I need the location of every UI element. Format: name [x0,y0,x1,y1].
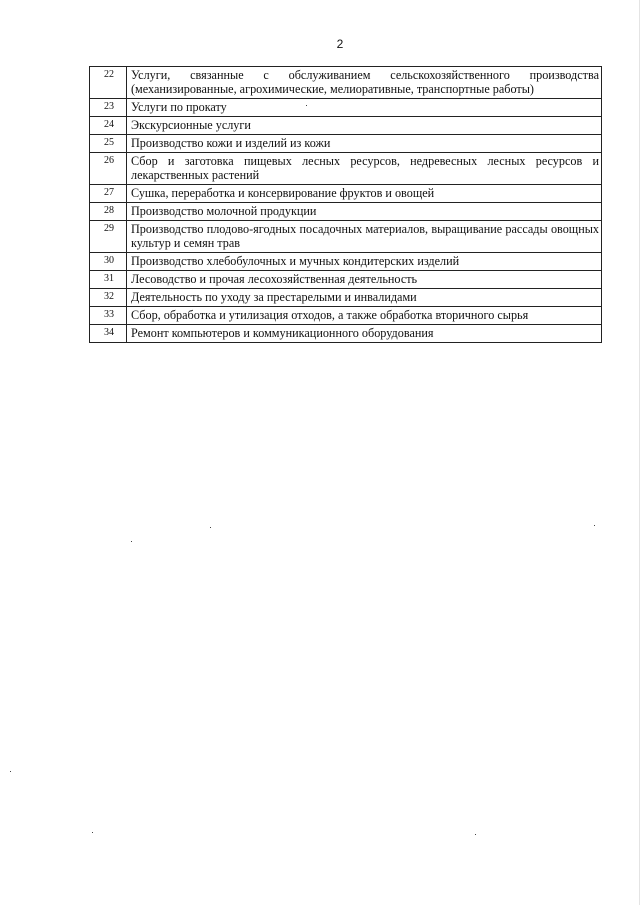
table-row [90,185,602,203]
row-text: Деятельность по уходу за престарелыми и инвалидами [127,289,602,307]
table-row [90,67,602,99]
scan-speck [210,527,211,528]
row-number: 26 [90,153,127,185]
row-number: 33 [90,307,127,325]
row-number: 30 [90,253,127,271]
row-text: Производство плодово-ягодных посадочных материалов, выращивание рассады овощных культур и семян трав [127,221,602,253]
table-row [90,271,602,289]
row-text: Лесоводство и прочая лесохозяйственная деятельность [127,271,602,289]
scan-speck [475,834,476,835]
table-row [90,99,602,117]
scan-speck [131,541,132,542]
row-text: Сбор и заготовка пищевых лесных ресурсов, недревесных лесных ресурсов и лекарственных растений [127,153,602,185]
row-number: 28 [90,203,127,221]
row-text: Производство кожи и изделий из кожи [127,135,602,153]
scan-speck [306,105,307,106]
table-row [90,289,602,307]
row-text: Сушка, переработка и консервирование фруктов и овощей [127,185,602,203]
table-row [90,307,602,325]
table-row [90,135,602,153]
scan-speck [594,525,595,526]
row-text: Услуги, связанные с обслуживанием сельскохозяйственного производства (механизированные, агрохимические, мелиоративные, транспортные работы) [127,67,602,99]
row-text: Услуги по прокату [127,99,602,117]
row-text: Сбор, обработка и утилизация отходов, а также обработка вторичного сырья [127,307,602,325]
table-row [90,253,602,271]
row-text: Ремонт компьютеров и коммуникационного оборудования [127,325,602,343]
scan-speck [10,771,11,772]
table-row [90,325,602,343]
table-row [90,117,602,135]
table-row [90,153,602,185]
activities-table [89,66,602,343]
table-row [90,221,602,253]
table-row [90,203,602,221]
row-text: Производство хлебобулочных и мучных кондитерских изделий [127,253,602,271]
row-number: 31 [90,271,127,289]
scan-speck [92,832,93,833]
row-number: 32 [90,289,127,307]
row-number: 22 [90,67,127,99]
row-number: 25 [90,135,127,153]
row-number: 27 [90,185,127,203]
row-number: 29 [90,221,127,253]
row-number: 24 [90,117,127,135]
row-number: 23 [90,99,127,117]
row-text: Производство молочной продукции [127,203,602,221]
row-text: Экскурсионные услуги [127,117,602,135]
row-number: 34 [90,325,127,343]
page-number: 2 [336,37,344,51]
